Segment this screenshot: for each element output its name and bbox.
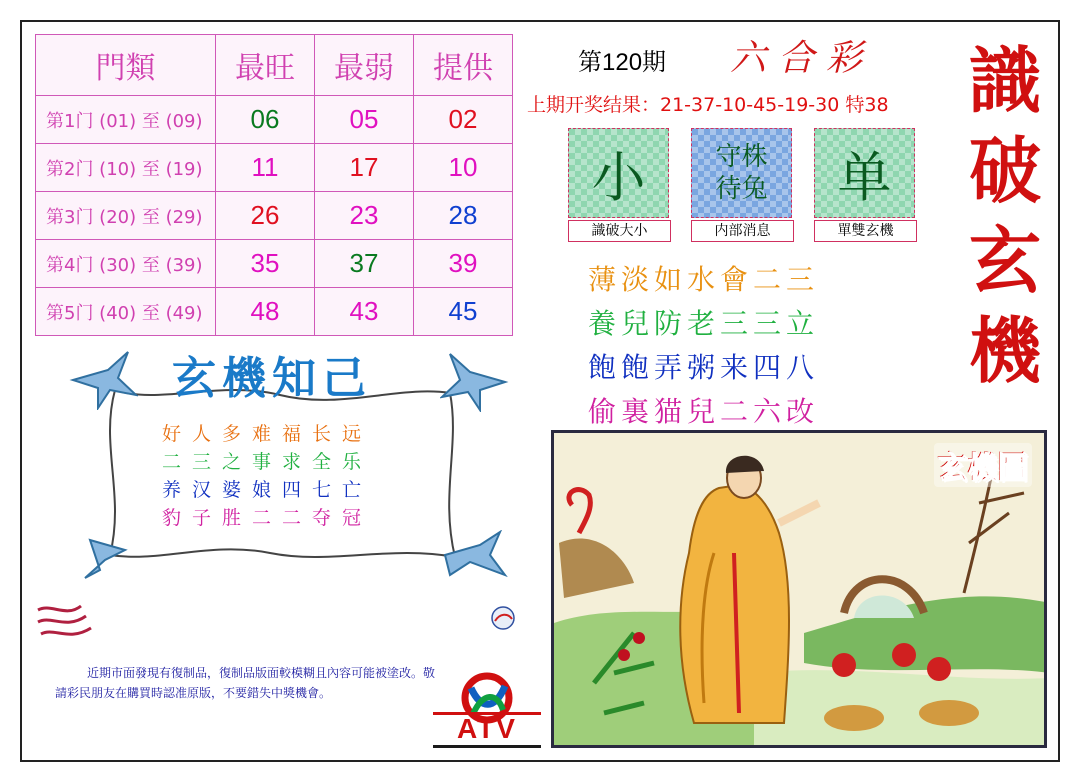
hint-box-oddeven [814,128,917,244]
poem-line: 薄淡如水會二三 [588,263,820,296]
poem [588,258,819,434]
zone-table [35,34,513,336]
cell-cold: 23 [315,192,414,240]
scroll-line: 豹子胜二二夺冠 [162,507,373,529]
title-char: 破 [968,128,1041,213]
row-label: 第2门 (10) 至 (19) [36,144,216,192]
row-label: 第5门 (40) 至 (49) [36,288,216,336]
hint-box-text: 守株 [715,142,768,172]
table-row [36,288,513,336]
cell-offer: 10 [414,144,513,192]
scroll-line: 好人多难福长远 [162,423,373,445]
poem-line: 養兒防老三三立 [588,307,820,340]
cell-offer: 02 [414,96,513,144]
title-char: 識 [968,38,1041,123]
poem-line: 偷裏猫兒二六改 [588,395,820,428]
table-header: 最旺 [216,35,315,96]
scroll-line: 养汉婆娘四七亡 [162,479,373,501]
illustration-label: 玄機圖 [934,443,1032,487]
cell-cold: 43 [315,288,414,336]
cell-hot: 48 [216,288,315,336]
cell-cold: 05 [315,96,414,144]
hint-box-text: 单 [837,145,892,209]
cell-cold: 17 [315,144,414,192]
cell-cold: 37 [315,240,414,288]
cell-hot: 35 [216,240,315,288]
table-header: 最弱 [315,35,414,96]
cell-hot: 11 [216,144,315,192]
table-row [36,240,513,288]
row-label: 第3门 (20) 至 (29) [36,192,216,240]
table-row [36,192,513,240]
hint-box-caption: 内部消息 [691,220,794,242]
scroll-title: 玄機知己 [172,353,372,404]
table-header-row [36,35,513,96]
poem-line: 飽飽弄粥来四八 [588,351,820,384]
hint-box-image [814,128,915,218]
notice-text: 近期市面發現有復制品，復制品版面較模糊且內容可能被塗改。敬請彩民朋友在購買時認准原版，不要錯失中獎機會。 [55,666,436,700]
cell-hot: 26 [216,192,315,240]
row-label: 第1门 (01) 至 (09) [36,96,216,144]
scroll-line: 二三之事求全乐 [162,451,373,473]
atv-logo-text: ATV [433,712,541,748]
decorative-swirl [36,598,96,646]
hint-box-caption: 識破大小 [568,220,671,242]
bird-icon [70,530,130,580]
hint-box-text: 待兔 [715,174,768,204]
brand-title: 六合彩 [730,38,875,79]
title-char: 玄 [968,218,1041,303]
table-row [36,96,513,144]
story-illustration [551,430,1047,748]
title-char: 機 [968,308,1041,393]
hint-box-text: 小 [591,145,646,209]
table-header: 提供 [414,35,513,96]
scroll-text [162,420,372,532]
last-draw-result: 上期开奖结果：21-37-10-45-19-30 特38 [527,94,889,116]
cell-hot: 06 [216,96,315,144]
cell-offer: 39 [414,240,513,288]
badge-icon [488,605,518,631]
bird-icon [440,530,510,580]
vertical-title [955,36,1055,396]
hint-box-caption: 單雙玄機 [814,220,917,242]
cell-offer: 45 [414,288,513,336]
issue-number: 第120期 [578,49,667,76]
cell-offer: 28 [414,192,513,240]
row-label: 第4门 (30) 至 (39) [36,240,216,288]
hint-box-image [568,128,669,218]
bird-icon [440,352,510,412]
hint-box-news [691,128,794,244]
hint-box-image [691,128,792,218]
hint-box-size [568,128,671,244]
bird-icon [68,350,138,410]
table-row [36,144,513,192]
table-header: 門類 [36,35,216,96]
